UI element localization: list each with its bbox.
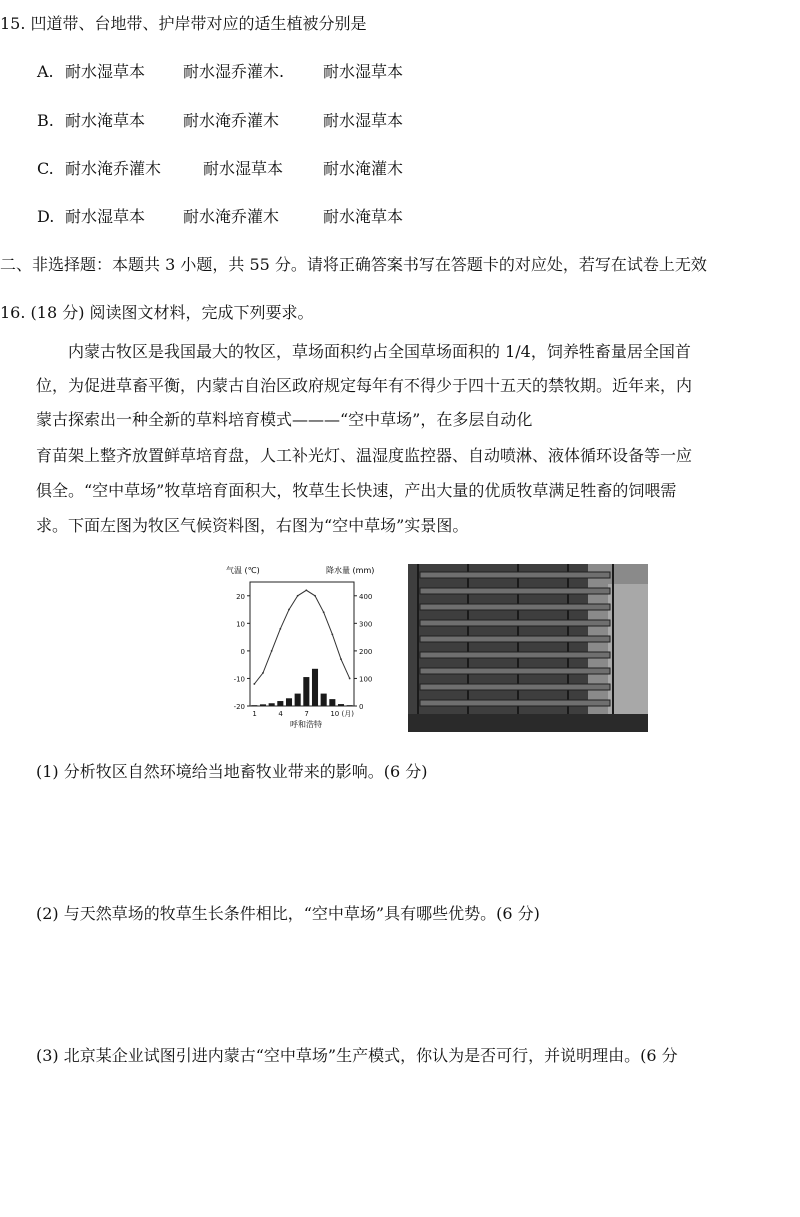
q16-para-line: 内蒙古牧区是我国最大的牧区，草场面积约占全国草场面积的 1/4，饲养牲畜量居全国首 — [68, 342, 691, 361]
y-left-tick-label: -20 — [233, 703, 245, 711]
y-right-tick-label: 300 — [359, 620, 373, 629]
option-text: 耐水湿草本 — [65, 62, 146, 81]
q16-para-line: 求。下面左图为牧区气候资料图，右图为“空中草场”实景图。 — [36, 516, 469, 535]
q15-option-d[interactable] — [37, 207, 403, 227]
y-left-tick-label: 10 — [236, 620, 245, 629]
option-text: 耐水淹草本 — [323, 207, 404, 226]
temperature-point — [262, 672, 264, 674]
y-right-tick-label: 100 — [359, 675, 373, 684]
option-text: 耐水淹乔灌木 — [65, 159, 162, 178]
sub-question-3: (3) 北京某企业试图引进内蒙古“空中草场”生产模式，你认为是否可行，并说明理由。(6 分 — [36, 1046, 678, 1065]
temperature-point — [349, 678, 351, 680]
precipitation-bar — [295, 694, 301, 706]
precipitation-bar — [260, 704, 266, 706]
temperature-point — [331, 633, 333, 635]
option-text: 耐水湿草本 — [323, 62, 404, 81]
section-heading: 二、非选择题：本题共 3 小题，共 55 分。请将正确答案书写在答题卡的对应处，若写在试卷上无效 — [0, 255, 707, 274]
precipitation-bar — [347, 705, 353, 706]
climate-chart — [220, 562, 380, 734]
y-left-tick-label: 0 — [240, 647, 245, 656]
q15-option-c[interactable] — [37, 159, 403, 179]
q15-option-a[interactable] — [37, 62, 403, 82]
precipitation-bar — [303, 677, 309, 706]
x-tick-label: 7 — [304, 710, 309, 718]
temperature-line — [254, 590, 349, 684]
q15-option-b[interactable] — [37, 111, 403, 131]
sky-grassland-photo — [408, 564, 648, 732]
option-text: 耐水淹乔灌木 — [183, 111, 280, 130]
option-text: 耐水淹草本 — [65, 111, 146, 130]
x-tick-label: 10 (月) — [330, 710, 354, 718]
y-right-tick-label: 0 — [359, 703, 364, 711]
x-tick-label: 4 — [278, 710, 283, 718]
precipitation-bar — [321, 694, 327, 706]
station-label: 呼和浩特 — [290, 720, 322, 729]
x-tick-label: 1 — [252, 710, 257, 718]
precipitation-bar — [251, 705, 257, 706]
option-text: 耐水湿草本 — [203, 159, 284, 178]
temperature-point — [340, 658, 342, 660]
option-text: 耐水淹灌木 — [323, 159, 404, 178]
temperature-point — [271, 650, 273, 652]
precipitation-bar — [269, 703, 275, 706]
option-letter: C. — [37, 159, 54, 178]
temperature-point — [314, 595, 316, 597]
precipitation-bar — [338, 704, 344, 706]
plot-frame — [250, 582, 354, 706]
precipitation-bar — [312, 669, 318, 706]
precipitation-bar — [329, 699, 335, 706]
option-letter: A. — [37, 62, 54, 81]
y-right-tick-label: 400 — [359, 592, 373, 601]
q16-para-line: 俱全。“空中草场”牧草培育面积大，牧草生长快速，产出大量的优质牧草满足牲畜的饲喂需 — [36, 481, 677, 500]
y-right-tick-label: 200 — [359, 647, 373, 656]
q16-para-line: 位，为促进草畜平衡，内蒙古自治区政府规定每年有不得少于四十五天的禁牧期。近年来，内 — [36, 376, 693, 395]
q15-stem: 15. 凹道带、台地带、护岸带对应的适生植被分别是 — [0, 14, 367, 33]
precipitation-bar — [277, 701, 283, 706]
q16-para-line: 蒙古探索出一种全新的草料培育模式———“空中草场”，在多层自动化 — [36, 410, 533, 429]
temperature-point — [253, 683, 255, 685]
sub-question-1: (1) 分析牧区自然环境给当地畜牧业带来的影响。(6 分) — [36, 762, 428, 781]
option-text: 耐水湿草本 — [65, 207, 146, 226]
temperature-point — [288, 609, 290, 611]
temperature-point — [323, 611, 325, 613]
precipitation-bar — [286, 698, 292, 706]
option-text: 耐水湿乔灌木. — [183, 62, 285, 81]
option-text: 耐水湿草本 — [323, 111, 404, 130]
q16-header: 16. (18 分) 阅读图文材料，完成下列要求。 — [0, 303, 314, 322]
temperature-point — [279, 628, 281, 630]
option-letter: B. — [37, 111, 54, 130]
right-axis-label: 降水量 (mm) — [326, 566, 375, 575]
temperature-point — [297, 595, 299, 597]
y-left-tick-label: 20 — [236, 592, 245, 601]
q16-para-line: 育苗架上整齐放置鲜草培育盘，人工补光灯、温湿度监控器、自动喷淋、液体循环设备等一应 — [36, 446, 693, 465]
option-text: 耐水淹乔灌木 — [183, 207, 280, 226]
temperature-point — [305, 589, 307, 591]
option-letter: D. — [37, 207, 55, 226]
y-left-tick-label: -10 — [233, 675, 245, 684]
sub-question-2: (2) 与天然草场的牧草生长条件相比，“空中草场”具有哪些优势。(6 分) — [36, 904, 540, 923]
left-axis-label: 气温 (℃) — [226, 566, 260, 575]
